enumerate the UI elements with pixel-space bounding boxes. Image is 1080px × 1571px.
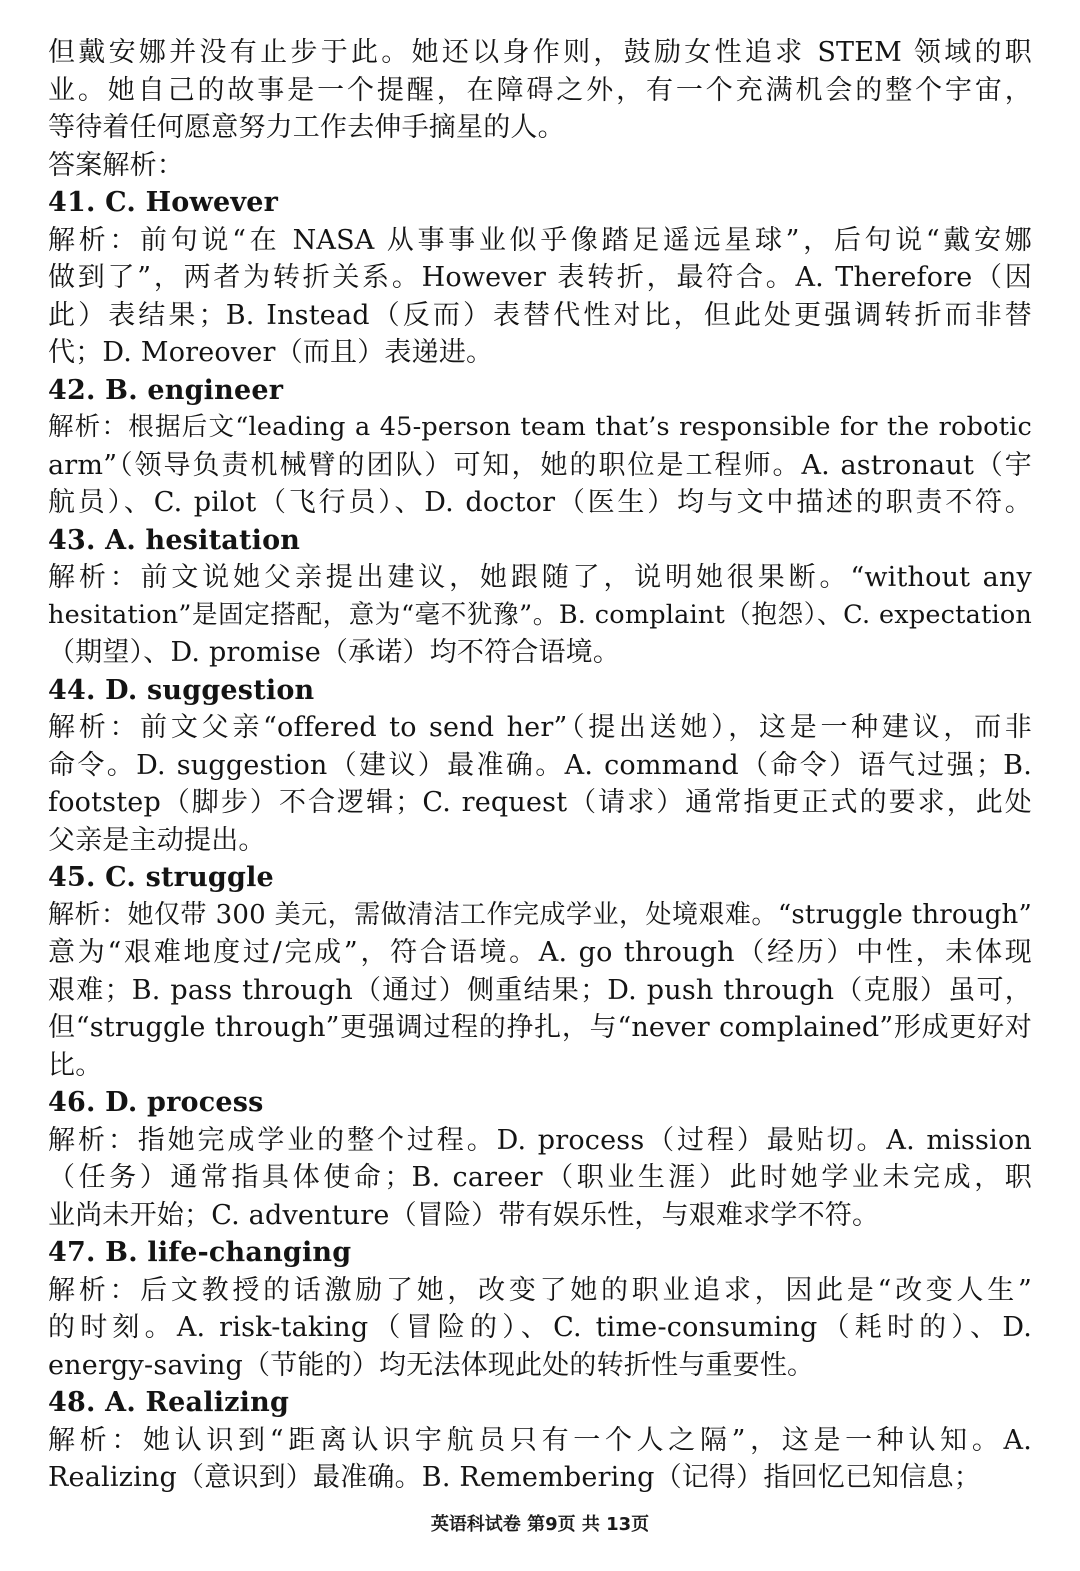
explanation-line: hesitation”是固定搭配，意为“毫不犹豫”。B. complaint（抱怨）、C. expectation (48, 599, 1032, 630)
explanation-line: 解析：前句说“在 NASA 从事事业似乎像踏足遥远星球”，后句说“戴安娜 (48, 224, 1032, 256)
explanation-line: 解析：指她完成学业的整个过程。D. process（过程）最贴切。A. mission (48, 1124, 1032, 1156)
answer-heading: 47. B. life-changing (48, 1237, 352, 1268)
answer-item-47 (48, 1234, 1032, 1384)
text-line: 业。她自己的故事是一个提醒，在障碍之外，有一个充满机会的整个宇宙， (48, 74, 1032, 106)
explanation-line: 解析：后文教授的话激励了她，改变了她的职业追求，因此是“改变人生” (48, 1274, 1032, 1306)
answer-heading: 42. B. engineer (48, 374, 284, 406)
explanation-line: 做到了”，两者为转折关系。However 表转折，最符合。A. Therefore（因 (48, 262, 1032, 293)
answer-heading: 44. D. suggestion (48, 674, 315, 706)
explanation-line: 但“struggle through”更强调过程的挣扎，与“never complained”形成更好对 (48, 1012, 1032, 1043)
explanation-line: energy-saving（节能的）均无法体现此处的转折性与重要性。 (48, 1349, 815, 1381)
answer-item-44 (48, 672, 1032, 860)
text-line: 等待着任何愿意努力工作去伸手摘星的人。 (48, 112, 565, 143)
answer-item-41 (48, 184, 1032, 372)
answer-item-43 (48, 522, 1032, 672)
explanation-line: 命令。D. suggestion（建议）最准确。A. command（命令）语气过强；B. (48, 749, 1032, 781)
explanation-line: 解析：她认识到“距离认识宇航员只有一个人之隔”，这是一种认知。A. (48, 1424, 1032, 1456)
explanation-line: 航员）、C. pilot（飞行员）、D. doctor（医生）均与文中描述的职责不符。 (48, 487, 1032, 518)
explanation-line: 父亲是主动提出。 (48, 824, 266, 856)
explanation-line: 的时刻。A. risk-taking（冒险的）、C. time-consuming（耗时的）、D. (48, 1312, 1032, 1343)
answer-item-42 (48, 372, 1032, 522)
answer-heading: 46. D. process (48, 1087, 264, 1118)
answer-heading: 43. A. hesitation (48, 524, 301, 556)
explanation-line: 业尚未开始；C. adventure（冒险）带有娱乐性，与艰难求学不符。 (48, 1199, 880, 1231)
explanation-line: 解析：她仅带 300 美元，需做清洁工作完成学业，处境艰难。“struggle through” (48, 899, 1032, 930)
page-footer: 英语科试卷 第9页 共 13页 (430, 1514, 650, 1535)
explanation-line: arm”（领导负责机械臂的团队）可知，她的职位是工程师。A. astronaut（宇 (48, 449, 1032, 481)
answer-heading: 45. C. struggle (48, 862, 274, 893)
explanation-line: （任务）通常指具体使命；B. career（职业生涯）此时她学业未完成，职 (48, 1162, 1032, 1193)
explanation-line: 意为“艰难地度过/完成”，符合语境。A. go through（经历）中性，未体现 (48, 937, 1032, 968)
explanation-line: 解析：根据后文“leading a 45-person team that’s responsible for the robotic (48, 412, 1032, 442)
answer-heading: 41. C. However (48, 187, 279, 218)
explanation-line: 艰难；B. pass through（通过）侧重结果；D. push through（克服）虽可， (48, 974, 1032, 1006)
document-body (48, 34, 1032, 1497)
answer-item-46 (48, 1084, 1032, 1234)
answer-item-45 (48, 859, 1032, 1084)
text-line: 但戴安娜并没有止步于此。她还以身作则，鼓励女性追求 STEM 领域的职 (48, 37, 1032, 68)
explanation-line: 代；D. Moreover（而且）表递进。 (48, 337, 494, 368)
intro-paragraph (48, 34, 1032, 147)
answer-item-48 (48, 1384, 1032, 1497)
explanation-line: （期望）、D. promise（承诺）均不符合语境。 (48, 637, 621, 668)
explanation-line: footstep（脚步）不合逻辑；C. request（请求）通常指更正式的要求，此处 (48, 787, 1032, 818)
explanation-line: 此）表结果；B. Instead（反而）表替代性对比，但此处更强调转折而非替 (48, 299, 1032, 331)
answer-heading: 48. A. Realizing (48, 1387, 290, 1418)
answer-section-title: 答案解析： (48, 149, 184, 181)
explanation-line: 解析：前文说她父亲提出建议，她跟随了，说明她很果断。“without any (48, 562, 1032, 593)
explanation-line: 比。 (48, 1049, 103, 1081)
explanation-line: 解析：前文父亲“offered to send her”（提出送她），这是一种建议，而非 (48, 712, 1032, 743)
explanation-line: Realizing（意识到）最准确。B. Remembering（记得）指回忆已知信息； (48, 1462, 981, 1493)
